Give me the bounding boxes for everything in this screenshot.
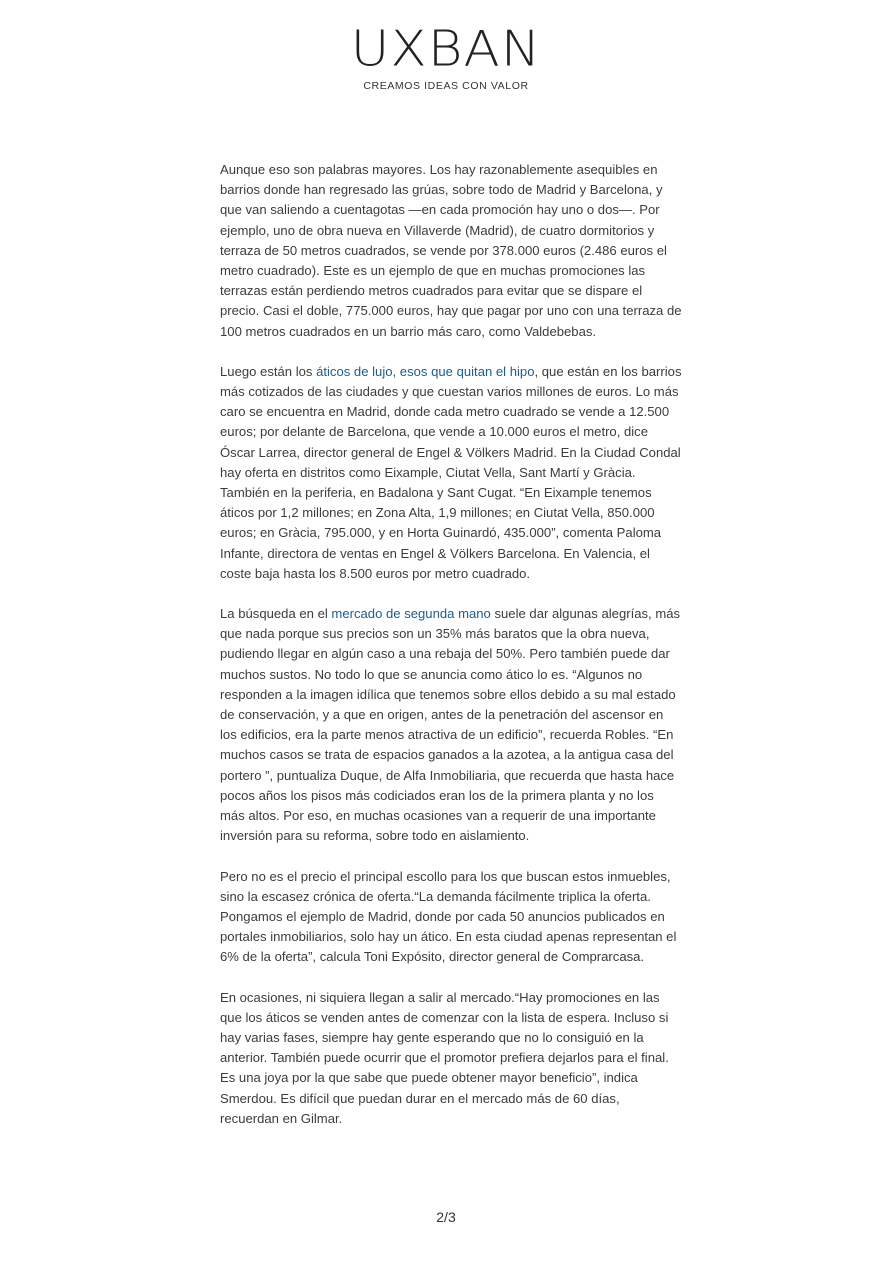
paragraph-3 [220, 604, 682, 846]
second-hand-market-link[interactable]: mercado de segunda mano [331, 606, 491, 622]
article-body [220, 160, 682, 1149]
paragraph-text: La búsqueda en el [220, 606, 332, 622]
paragraph-2 [220, 362, 682, 584]
paragraph-1: Aunque eso son palabras mayores. Los hay razonablemente asequibles en barrios donde han regresado las grúas, sobre todo de Madrid y Barcelona, y que van saliendo a cuentagotas —en cada promoción hay uno o dos—. Por ejemplo, uno de obra nueva en Villaverde (Madrid), de cuatro dormitorios y terraza de 50 metros cuadrados, se vende por 378.000 euros (2.486 euros el metro cuadrado). Este es un ejemplo de que en muchas promociones las terrazas están perdiendo metros cuadrados para evitar que se dispare el precio. Casi el doble, 775.000 euros, hay que pagar por uno con una terraza de 100 metros cuadrados en un barrio más caro, como Valdebebas. [220, 162, 682, 339]
paragraph-text: , que están en los barrios más cotizados de las ciudades y que cuestan varios millones de euros. Lo más caro se encuentra en Madrid, donde cada metro cuadrado se vende a 12.500 euros; por delante de Barcelona, que vende a 10.000 euros el metro, dice Óscar Larrea, director general de Engel & Völkers Madrid. En la Ciudad Condal hay oferta en distritos como Eixample, Ciutat Vella, Sant Martí y Gràcia. También en la periferia, en Badalona y Sant Cugat. “En Eixample tenemos áticos por 1,2 millones; en Zona Alta, 1,9 millones; en Ciutat Vella, 850.000 euros; en Gràcia, 795.000, y en Horta Guinardó, 435.000”, comenta Paloma Infante, directora de ventas en Engel & Völkers Barcelona. En Valencia, el coste baja hasta los 8.500 euros por metro cuadrado. [220, 363, 682, 581]
page-number: 2/3 [436, 1209, 456, 1225]
brand-logo: UXBAN [350, 21, 542, 78]
paragraph-5: En ocasiones, ni siquiera llegan a salir al mercado.“Hay promociones en las que los áticos se venden antes de comenzar con la lista de espera. Incluso si hay varias fases, siempre hay gente esperando que no lo consiguió en la anterior. También puede ocurrir que el promotor prefiera dejarlos para el final. Es una joya por la que sabe que puede obtener mayor beneficio”, indica Smerdou. Es difícil que puedan durar en el mercado más de 60 días, recuerdan en Gilmar. [220, 989, 669, 1126]
luxury-penthouses-link[interactable]: áticos de lujo, esos que quitan el hipo [316, 363, 535, 379]
page-header [0, 22, 892, 92]
paragraph-text: Luego están los [220, 363, 317, 379]
brand-tagline: CREAMOS IDEAS CON VALOR [363, 80, 529, 92]
paragraph-text: suele dar algunas alegrías, más que nada porque sus precios son un 35% más baratos que la obra nueva, pudiendo llegar en algún caso a una rebaja del 50%. Pero también puede dar muchos sustos. No todo lo que se anuncia como ático lo es. “Algunos no responden a la imagen idílica que tenemos sobre ellos debido a su mal estado de conservación, y a que en origen, antes de la penetración del ascensor en los edificios, era la parte menos atractiva de un edificio”, recuerda Robles. “En muchos casos se trata de espacios ganados a la azotea, a la antigua casa del portero ”, puntualiza Duque, de Alfa Inmobiliaria, que recuerda que hasta hace pocos años los pisos más codiciados eran los de la primera planta y no los más altos. Por eso, en muchas ocasiones van a requerir de una importante inversión para su reforma, sobre todo en aislamiento. [220, 606, 681, 844]
paragraph-4: Pero no es el precio el principal escollo para los que buscan estos inmuebles, sino la escasez crónica de oferta.“La demanda fácilmente triplica la oferta. Pongamos el ejemplo de Madrid, donde por cada 50 anuncios publicados en portales inmobiliarios, solo hay un ático. En esta ciudad apenas representan el 6% de la oferta”, calcula Toni Expósito, director general de Comprarcasa. [220, 868, 677, 965]
